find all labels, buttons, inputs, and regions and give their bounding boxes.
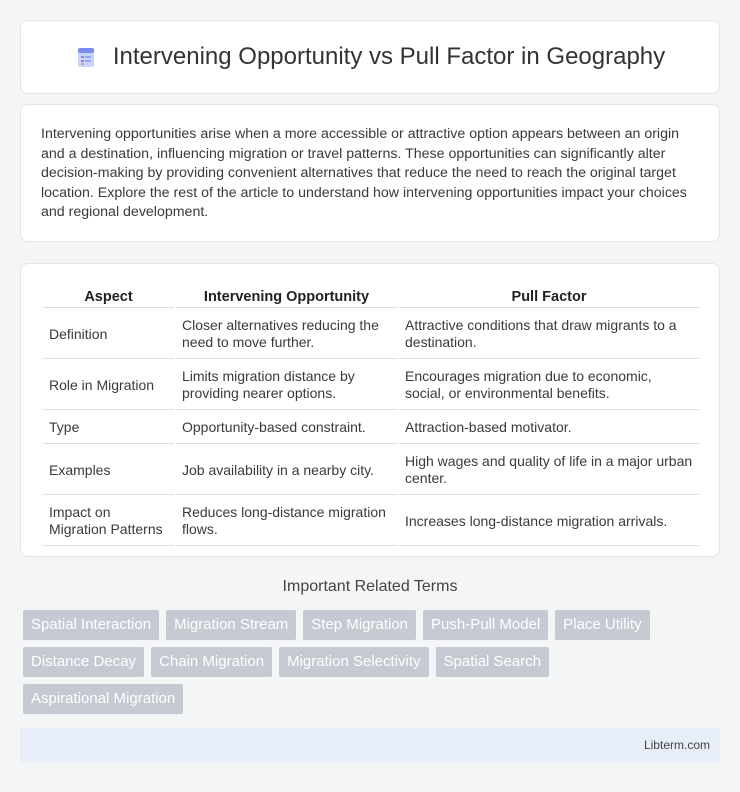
related-term-tag[interactable]: Migration Stream (166, 610, 296, 640)
table-row (43, 412, 699, 444)
table-cell: Type (43, 412, 174, 444)
document-icon (75, 46, 97, 68)
table-cell: Attraction-based motivator. (399, 412, 699, 444)
related-term-tag[interactable]: Migration Selectivity (279, 647, 428, 677)
related-term-tag[interactable]: Push-Pull Model (423, 610, 548, 640)
table-cell: High wages and quality of life in a major urban center. (399, 446, 699, 495)
table-row (43, 446, 699, 495)
table-header-row (43, 286, 699, 308)
related-term-tag[interactable]: Step Migration (303, 610, 416, 640)
related-terms-list (23, 610, 703, 714)
table-cell: Reduces long-distance migration flows. (176, 497, 397, 546)
table-cell: Role in Migration (43, 361, 174, 410)
header-intervening-opportunity: Intervening Opportunity (176, 286, 397, 308)
table-cell: Attractive conditions that draw migrants to a destination. (399, 310, 699, 359)
comparison-card (20, 263, 720, 557)
related-term-tag[interactable]: Spatial Search (436, 647, 550, 677)
related-term-tag[interactable]: Chain Migration (151, 647, 272, 677)
intro-text: Intervening opportunities arise when a more accessible or attractive option appears between an origin and a destination, influencing migration or travel patterns. These opportunities can significantly alter decision-making by providing convenient alternatives that reduce the need to reach the original target location. Explore the rest of the article to understand how intervening opportunities impact your choices and regional development. (41, 126, 687, 220)
table-cell: Definition (43, 310, 174, 359)
table-cell: Examples (43, 446, 174, 495)
header-aspect: Aspect (43, 286, 174, 308)
table-cell: Impact on Migration Patterns (43, 497, 174, 546)
table-cell: Closer alternatives reducing the need to move further. (176, 310, 397, 359)
table-cell: Opportunity-based constraint. (176, 412, 397, 444)
header-card (20, 20, 720, 94)
related-term-tag[interactable]: Aspirational Migration (23, 684, 183, 714)
related-term-tag[interactable]: Spatial Interaction (23, 610, 159, 640)
table-cell: Job availability in a nearby city. (176, 446, 397, 495)
footer-site-link[interactable]: Libterm.com (643, 738, 710, 752)
footer (20, 728, 720, 762)
related-term-tag[interactable]: Place Utility (555, 610, 649, 640)
table-row (43, 310, 699, 359)
page-title: Intervening Opportunity vs Pull Factor in Geography (112, 43, 666, 70)
intro-card (20, 104, 720, 242)
header-pull-factor: Pull Factor (399, 286, 699, 308)
table-cell: Encourages migration due to economic, social, or environmental benefits. (399, 361, 699, 410)
related-term-tag[interactable]: Distance Decay (23, 647, 144, 677)
table-cell: Limits migration distance by providing nearer options. (176, 361, 397, 410)
table-row (43, 497, 699, 546)
comparison-table (41, 284, 701, 548)
related-terms-title: Important Related Terms (282, 578, 458, 595)
table-cell: Increases long-distance migration arrivals. (399, 497, 699, 546)
table-row (43, 361, 699, 410)
